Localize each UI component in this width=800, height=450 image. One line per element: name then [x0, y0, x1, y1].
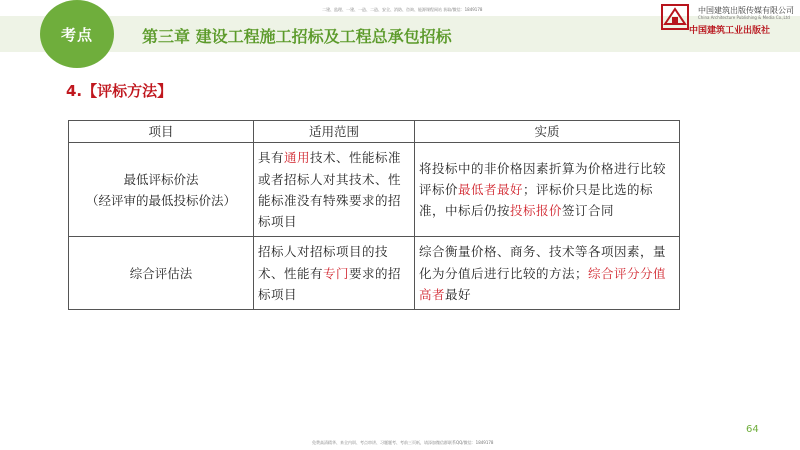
cell-project: [69, 237, 254, 310]
header-essence: 实质: [415, 121, 680, 143]
text-segment: ；评标价只是比选的标准，中标后仍按: [419, 182, 654, 219]
table-row: [69, 143, 680, 237]
cell-essence: [415, 237, 680, 310]
table-header-row: [69, 121, 680, 143]
highlighted-text: 通用: [284, 150, 311, 166]
text-segment: 签订合同: [562, 203, 615, 219]
highlighted-text: 专门: [323, 265, 350, 281]
text-segment: 具有: [258, 150, 285, 166]
publisher-name-cn-secondary: 中国建筑工业出版社: [689, 26, 771, 36]
evaluation-methods-table: [68, 120, 680, 310]
text-segment: 将投标中的非价格因素折算为价格进行比较评标价: [419, 160, 667, 198]
cell-essence: [415, 143, 680, 237]
publisher-name-cn: 中国建筑出版传媒有限公司: [698, 6, 794, 15]
bottom-watermark-note: 免费高清精华、来全内训、考点串讲、习题题考、考前三页纸，请添加微信群联系QQ/微信：1849178: [312, 440, 494, 445]
text-segment: 综合衡量价格、商务、技术等各项因素，量化为分值后进行比较的方法；: [419, 244, 667, 281]
badge-label: 考点: [60, 26, 93, 44]
text-segment: 最好: [445, 286, 472, 302]
header-scope: 适用范围: [254, 121, 415, 143]
publisher-name-en: China Architecture Publishing & Media Co.,Ltd: [698, 15, 790, 20]
chapter-title: 第三章 建设工程施工招标及工程总承包招标: [142, 27, 452, 46]
project-line: 最低评标价法: [123, 171, 199, 187]
project-line: （经评审的最低投标价法）: [85, 192, 236, 208]
top-watermark-note: 二建、监理、一建、一造、二造、安全、消防、咨询、能源课程网站 获取/微信：1849178: [322, 7, 483, 12]
project-line: 综合评估法: [129, 265, 193, 281]
table-row: [69, 237, 680, 310]
publisher-logo-icon: [661, 4, 689, 30]
page-number: 64: [746, 424, 759, 435]
cell-project: [69, 143, 254, 237]
text-segment: 技术、性能标准或者招标人对其技术、性能标准没有特殊要求的招标项目: [258, 150, 402, 229]
cell-scope: [254, 143, 415, 237]
text-segment: 招标人对招标项目的技术、性能有: [258, 244, 389, 281]
highlighted-text: 综合评分分值高者: [419, 265, 667, 302]
section-heading: 4.【评标方法】: [66, 82, 173, 100]
cell-scope: [254, 237, 415, 310]
text-segment: 要求的招标项目: [258, 265, 402, 302]
highlighted-text: 最低者最好: [458, 182, 524, 198]
highlighted-text: 投标报价: [510, 203, 563, 219]
header-project: 项目: [69, 121, 254, 143]
